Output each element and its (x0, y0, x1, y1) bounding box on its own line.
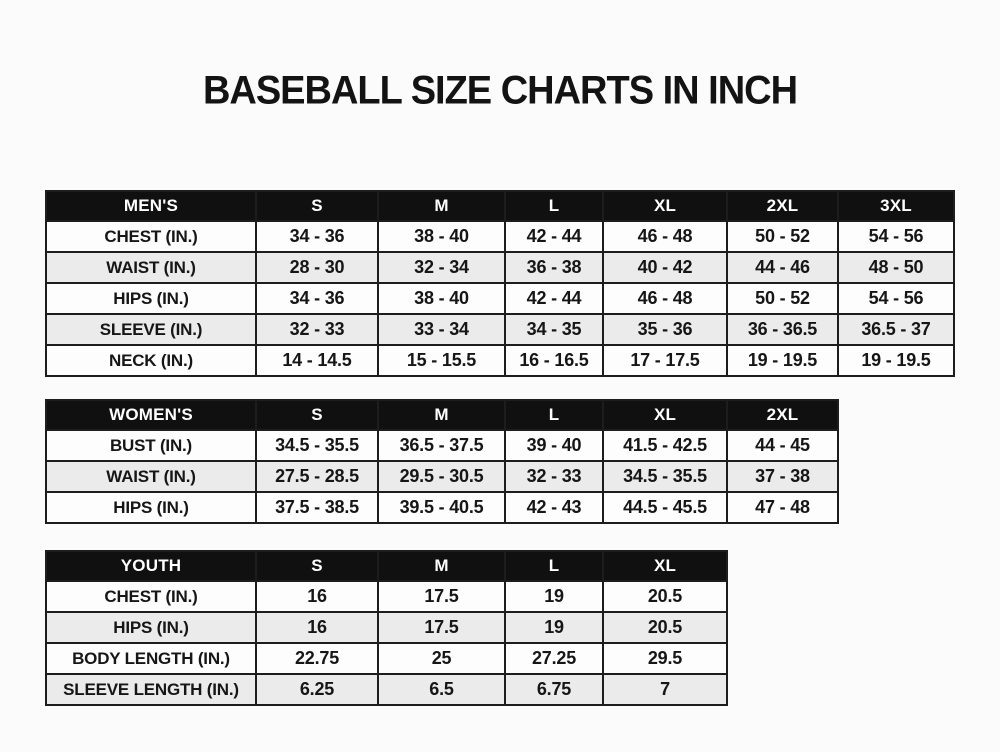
column-header: XL (603, 400, 727, 430)
table-cell: 16 - 16.5 (505, 345, 603, 376)
table-row (46, 283, 954, 314)
table-cell: 41.5 - 42.5 (603, 430, 727, 461)
table-row (46, 492, 838, 523)
table-cell: 20.5 (603, 612, 727, 643)
table-header-row (46, 191, 954, 221)
table-cell: 40 - 42 (603, 252, 727, 283)
table-row (46, 430, 838, 461)
table-cell: 37 - 38 (727, 461, 838, 492)
table-cell: 16 (256, 612, 378, 643)
row-label: BUST (IN.) (46, 430, 256, 461)
column-header: YOUTH (46, 551, 256, 581)
table-cell: 25 (378, 643, 505, 674)
table-cell: 38 - 40 (378, 283, 505, 314)
table-cell: 32 - 33 (505, 461, 603, 492)
column-header: 2XL (727, 191, 838, 221)
row-label: SLEEVE LENGTH (IN.) (46, 674, 256, 705)
column-header: XL (603, 191, 727, 221)
table-cell: 50 - 52 (727, 221, 838, 252)
womens-size-table (45, 399, 839, 524)
table-row (46, 221, 954, 252)
table-cell: 42 - 44 (505, 283, 603, 314)
row-label: HIPS (IN.) (46, 283, 256, 314)
row-label: HIPS (IN.) (46, 612, 256, 643)
column-header: MEN'S (46, 191, 256, 221)
table-cell: 32 - 34 (378, 252, 505, 283)
row-label: HIPS (IN.) (46, 492, 256, 523)
column-header: L (505, 400, 603, 430)
table-cell: 42 - 43 (505, 492, 603, 523)
table-cell: 36 - 38 (505, 252, 603, 283)
table-cell: 39 - 40 (505, 430, 603, 461)
table-cell: 32 - 33 (256, 314, 378, 345)
table-row (46, 345, 954, 376)
table-row (46, 461, 838, 492)
table-cell: 42 - 44 (505, 221, 603, 252)
column-header: L (505, 551, 603, 581)
row-label: BODY LENGTH (IN.) (46, 643, 256, 674)
table-cell: 34 - 36 (256, 221, 378, 252)
table-header-row (46, 400, 838, 430)
table-cell: 54 - 56 (838, 221, 954, 252)
table-row (46, 643, 727, 674)
table-cell: 17.5 (378, 581, 505, 612)
table-cell: 29.5 (603, 643, 727, 674)
table-cell: 44 - 45 (727, 430, 838, 461)
table-header-row (46, 551, 727, 581)
table-cell: 6.5 (378, 674, 505, 705)
table-cell: 34 - 36 (256, 283, 378, 314)
mens-size-table (45, 190, 955, 377)
table-cell: 44 - 46 (727, 252, 838, 283)
table-cell: 28 - 30 (256, 252, 378, 283)
table-cell: 6.75 (505, 674, 603, 705)
column-header: S (256, 191, 378, 221)
table-cell: 37.5 - 38.5 (256, 492, 378, 523)
table-cell: 17.5 (378, 612, 505, 643)
table-cell: 34 - 35 (505, 314, 603, 345)
table-cell: 46 - 48 (603, 283, 727, 314)
table-cell: 50 - 52 (727, 283, 838, 314)
table-row (46, 674, 727, 705)
column-header: M (378, 191, 505, 221)
table-cell: 54 - 56 (838, 283, 954, 314)
row-label: WAIST (IN.) (46, 252, 256, 283)
table-cell: 16 (256, 581, 378, 612)
row-label: CHEST (IN.) (46, 581, 256, 612)
table-cell: 19 (505, 612, 603, 643)
table-cell: 27.5 - 28.5 (256, 461, 378, 492)
table-cell: 36.5 - 37.5 (378, 430, 505, 461)
table-cell: 29.5 - 30.5 (378, 461, 505, 492)
column-header: M (378, 551, 505, 581)
table-cell: 14 - 14.5 (256, 345, 378, 376)
table-cell: 36.5 - 37 (838, 314, 954, 345)
page-title: BASEBALL SIZE CHARTS IN INCH (202, 68, 798, 114)
table-cell: 46 - 48 (603, 221, 727, 252)
table-cell: 36 - 36.5 (727, 314, 838, 345)
table-cell: 15 - 15.5 (378, 345, 505, 376)
row-label: SLEEVE (IN.) (46, 314, 256, 345)
table-row (46, 314, 954, 345)
table-cell: 35 - 36 (603, 314, 727, 345)
table-cell: 34.5 - 35.5 (256, 430, 378, 461)
table-cell: 38 - 40 (378, 221, 505, 252)
column-header: L (505, 191, 603, 221)
table-cell: 22.75 (256, 643, 378, 674)
column-header: 3XL (838, 191, 954, 221)
table-cell: 19 - 19.5 (727, 345, 838, 376)
table-cell: 20.5 (603, 581, 727, 612)
column-header: XL (603, 551, 727, 581)
table-cell: 33 - 34 (378, 314, 505, 345)
column-header: WOMEN'S (46, 400, 256, 430)
table-cell: 6.25 (256, 674, 378, 705)
column-header: M (378, 400, 505, 430)
column-header: 2XL (727, 400, 838, 430)
youth-size-table (45, 550, 728, 706)
table-cell: 47 - 48 (727, 492, 838, 523)
row-label: NECK (IN.) (46, 345, 256, 376)
table-row (46, 252, 954, 283)
table-cell: 48 - 50 (838, 252, 954, 283)
table-row (46, 581, 727, 612)
table-cell: 44.5 - 45.5 (603, 492, 727, 523)
table-cell: 19 - 19.5 (838, 345, 954, 376)
column-header: S (256, 551, 378, 581)
table-cell: 19 (505, 581, 603, 612)
row-label: WAIST (IN.) (46, 461, 256, 492)
table-cell: 34.5 - 35.5 (603, 461, 727, 492)
table-cell: 27.25 (505, 643, 603, 674)
table-cell: 7 (603, 674, 727, 705)
row-label: CHEST (IN.) (46, 221, 256, 252)
column-header: S (256, 400, 378, 430)
table-row (46, 612, 727, 643)
table-cell: 39.5 - 40.5 (378, 492, 505, 523)
table-cell: 17 - 17.5 (603, 345, 727, 376)
